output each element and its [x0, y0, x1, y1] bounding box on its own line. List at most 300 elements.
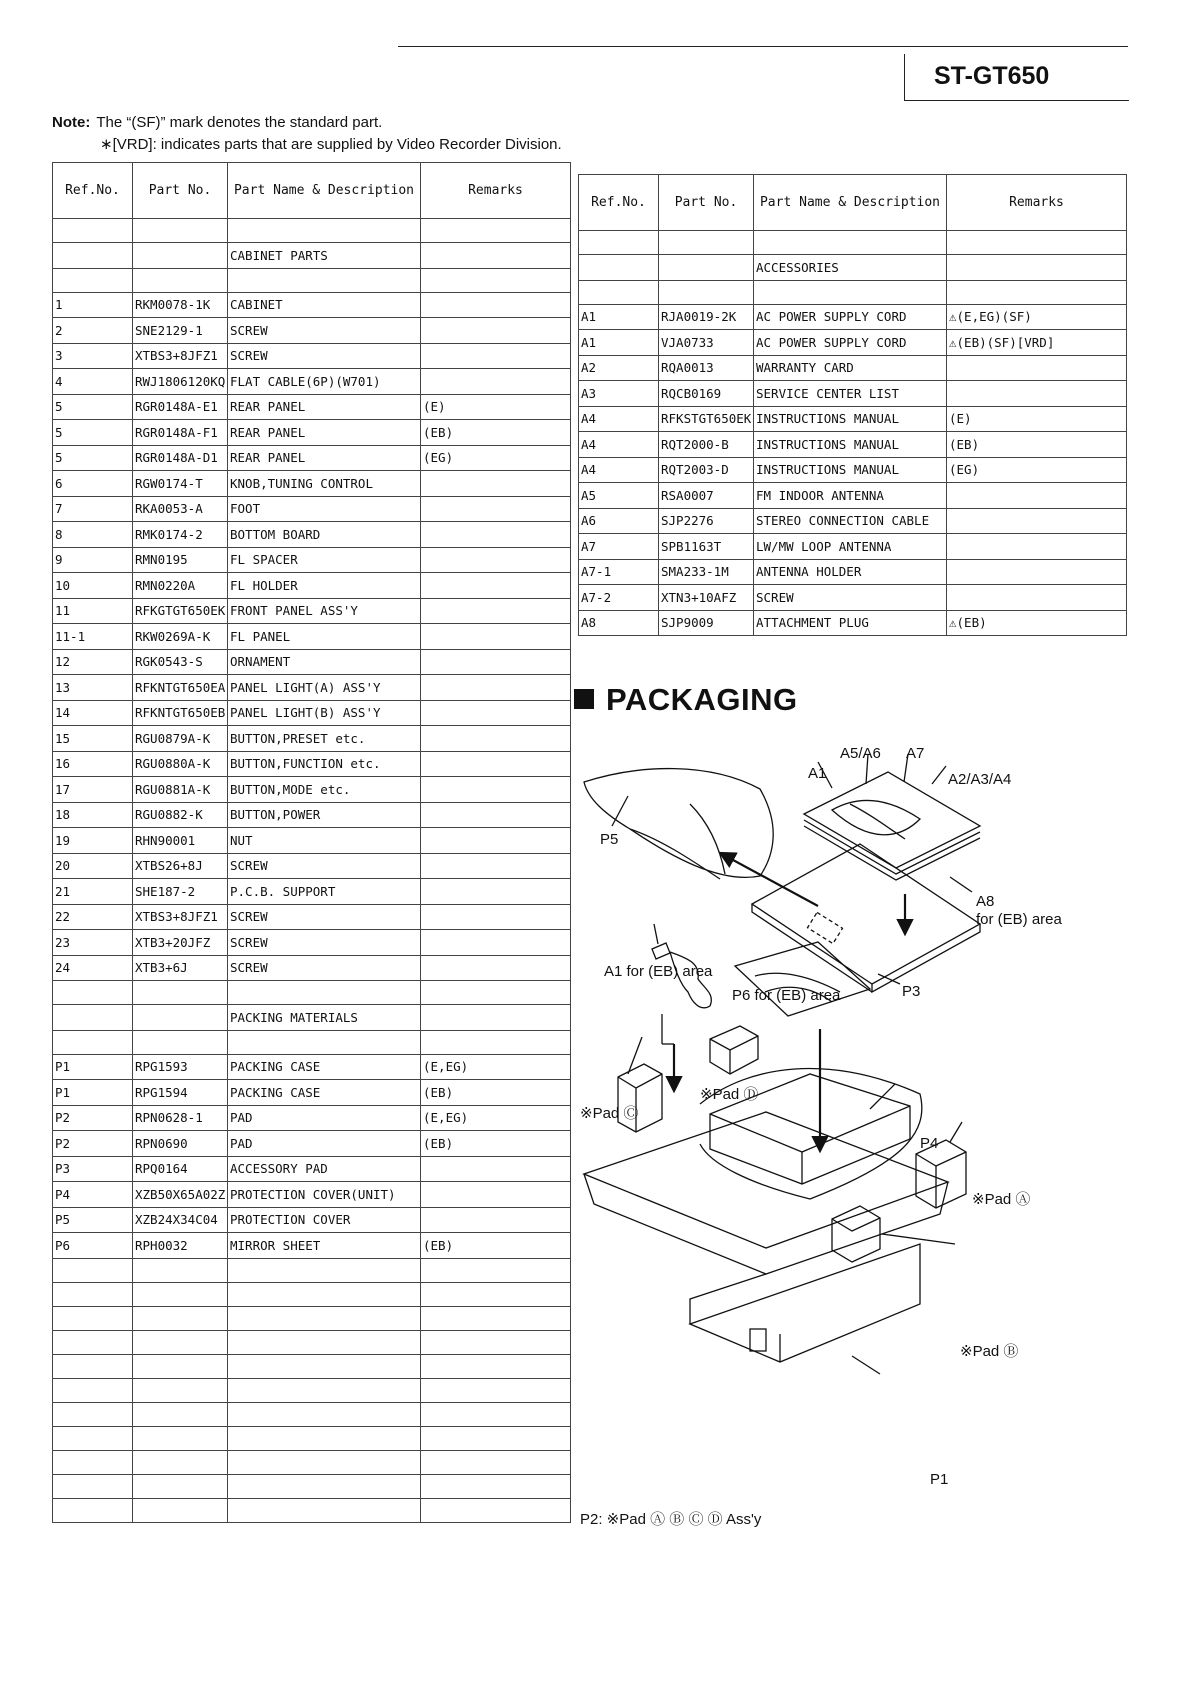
- section-title-row: [53, 243, 571, 269]
- part-description: PACKING CASE: [228, 1054, 421, 1080]
- empty-cell: [228, 1030, 421, 1054]
- part-no: XZB50X65A02Z: [133, 1182, 228, 1208]
- empty-cell: [53, 268, 133, 292]
- ref-no: 16: [53, 751, 133, 777]
- part-no: XTB3+20JFZ: [133, 930, 228, 956]
- remarks: [421, 318, 571, 344]
- part-no: RKM0078-1K: [133, 292, 228, 318]
- ref-no: 10: [53, 573, 133, 599]
- table-row: [579, 585, 1127, 611]
- part-description: ANTENNA HOLDER: [754, 559, 947, 585]
- remarks: [421, 726, 571, 752]
- remarks: [947, 585, 1127, 611]
- part-description: ATTACHMENT PLUG: [754, 610, 947, 636]
- remarks: [421, 802, 571, 828]
- part-no: RJA0019-2K: [659, 304, 754, 330]
- part-no: SPB1163T: [659, 534, 754, 560]
- table-row: [579, 381, 1127, 407]
- ref-no: A4: [579, 457, 659, 483]
- empty-cell: [133, 1258, 228, 1282]
- ref-no: 11: [53, 598, 133, 624]
- empty-cell: [133, 1450, 228, 1474]
- part-description: BOTTOM BOARD: [228, 522, 421, 548]
- table-row: [53, 675, 571, 701]
- part-description: PANEL LIGHT(B) ASS'Y: [228, 700, 421, 726]
- label-pad-d: ※Pad Ⓓ: [700, 1086, 759, 1103]
- part-no: RFKNTGT650EB: [133, 700, 228, 726]
- empty-cell: [53, 1258, 133, 1282]
- section-title: ACCESSORIES: [754, 255, 947, 281]
- remarks: (E,EG): [421, 1054, 571, 1080]
- col-ref-header: Ref.No.: [579, 175, 659, 231]
- table-row: [53, 726, 571, 752]
- empty-cell: [421, 1402, 571, 1426]
- ref-no: 5: [53, 394, 133, 420]
- table-row: [53, 1105, 571, 1131]
- empty-cell: [228, 1474, 421, 1498]
- ref-no: A7-1: [579, 559, 659, 585]
- ref-no: 9: [53, 547, 133, 573]
- mirror-sheet-p6: [735, 942, 870, 1016]
- part-description: KNOB,TUNING CONTROL: [228, 471, 421, 497]
- part-description: SCREW: [228, 904, 421, 930]
- table-row: [53, 471, 571, 497]
- remarks: ⚠(E,EG)(SF): [947, 304, 1127, 330]
- table-row: [53, 624, 571, 650]
- remarks: [947, 508, 1127, 534]
- empty-cell: [421, 1282, 571, 1306]
- remarks: (EG): [947, 457, 1127, 483]
- remarks: ⚠(EB): [947, 610, 1127, 636]
- part-description: FM INDOOR ANTENNA: [754, 483, 947, 509]
- part-no: SNE2129-1: [133, 318, 228, 344]
- part-no: RKA0053-A: [133, 496, 228, 522]
- table-row: [53, 879, 571, 905]
- part-no: RSA0007: [659, 483, 754, 509]
- table-row: [53, 930, 571, 956]
- part-no: RQA0013: [659, 355, 754, 381]
- part-no: RPG1594: [133, 1080, 228, 1106]
- ref-no: 20: [53, 853, 133, 879]
- part-description: PAD: [228, 1105, 421, 1131]
- section-title: PACKING MATERIALS: [228, 1005, 421, 1031]
- table-row: [53, 802, 571, 828]
- cabinet-parts-table: [52, 162, 571, 1523]
- part-description: PACKING CASE: [228, 1080, 421, 1106]
- part-description: REAR PANEL: [228, 420, 421, 446]
- part-description: FL HOLDER: [228, 573, 421, 599]
- part-no: XZB24X34C04: [133, 1207, 228, 1233]
- table-row: [53, 904, 571, 930]
- label-p5: P5: [600, 831, 619, 848]
- packing-case-p1: [584, 1112, 948, 1248]
- empty-row: [53, 1306, 571, 1330]
- empty-cell: [228, 1258, 421, 1282]
- table-row: [53, 318, 571, 344]
- table-row: [53, 343, 571, 369]
- empty-row: [579, 280, 1127, 304]
- empty-cell: [421, 1330, 571, 1354]
- part-no: SHE187-2: [133, 879, 228, 905]
- table-row: [53, 1054, 571, 1080]
- table-row: [579, 330, 1127, 356]
- part-no: XTBS3+8JFZ1: [133, 904, 228, 930]
- part-no: RFKNTGT650EA: [133, 675, 228, 701]
- empty-cell: [421, 1450, 571, 1474]
- empty-cell: [53, 1474, 133, 1498]
- col-remarks-header: Remarks: [421, 163, 571, 219]
- part-description: NUT: [228, 828, 421, 854]
- empty-cell: [133, 1306, 228, 1330]
- part-description: BUTTON,PRESET etc.: [228, 726, 421, 752]
- empty-cell: [579, 231, 659, 255]
- part-no: RGW0174-T: [133, 471, 228, 497]
- ref-no: A1: [579, 330, 659, 356]
- empty-cell: [53, 1426, 133, 1450]
- empty-cell: [53, 243, 133, 269]
- empty-cell: [421, 1030, 571, 1054]
- ref-no: 15: [53, 726, 133, 752]
- p2-note: P2: ※Pad Ⓐ Ⓑ Ⓒ Ⓓ Ass'y: [580, 1511, 762, 1528]
- ref-no: A7-2: [579, 585, 659, 611]
- part-description: SCREW: [228, 853, 421, 879]
- part-description: PROTECTION COVER: [228, 1207, 421, 1233]
- part-description: AC POWER SUPPLY CORD: [754, 304, 947, 330]
- part-description: LW/MW LOOP ANTENNA: [754, 534, 947, 560]
- remarks: [421, 930, 571, 956]
- note-line-2: ∗[VRD]: indicates parts that are supplied by Video Recorder Division.: [100, 136, 562, 153]
- empty-cell: [53, 1005, 133, 1031]
- note-line-1: Note: The “(SF)” mark denotes the standard part.: [52, 114, 383, 131]
- remarks: [947, 559, 1127, 585]
- part-no: RHN90001: [133, 828, 228, 854]
- table-row: [579, 534, 1127, 560]
- ref-no: P1: [53, 1080, 133, 1106]
- label-a7: A7: [906, 745, 925, 762]
- table-row: [53, 1182, 571, 1208]
- empty-cell: [659, 255, 754, 281]
- table-row: [53, 751, 571, 777]
- part-description: INSTRUCTIONS MANUAL: [754, 432, 947, 458]
- part-description: INSTRUCTIONS MANUAL: [754, 457, 947, 483]
- ref-no: 11-1: [53, 624, 133, 650]
- empty-row: [53, 1426, 571, 1450]
- packaging-diagram: [570, 744, 1130, 1494]
- empty-cell: [228, 981, 421, 1005]
- empty-cell: [228, 1354, 421, 1378]
- empty-row: [53, 1330, 571, 1354]
- empty-row: [53, 1402, 571, 1426]
- col-ref-header: Ref.No.: [53, 163, 133, 219]
- empty-cell: [421, 1258, 571, 1282]
- part-no: XTB3+6J: [133, 955, 228, 981]
- empty-cell: [53, 1306, 133, 1330]
- empty-row: [53, 1258, 571, 1282]
- table-row: [53, 522, 571, 548]
- section-title-row: [53, 1005, 571, 1031]
- table-row: [53, 445, 571, 471]
- empty-cell: [947, 280, 1127, 304]
- empty-cell: [53, 1402, 133, 1426]
- ref-no: 6: [53, 471, 133, 497]
- part-description: SCREW: [228, 343, 421, 369]
- part-no: RGU0882-K: [133, 802, 228, 828]
- ref-no: A8: [579, 610, 659, 636]
- remarks: [421, 1207, 571, 1233]
- empty-row: [53, 1354, 571, 1378]
- part-description: MIRROR SHEET: [228, 1233, 421, 1259]
- remarks: [421, 522, 571, 548]
- part-no: RQCB0169: [659, 381, 754, 407]
- part-no: RGK0543-S: [133, 649, 228, 675]
- pad-b: [832, 1206, 880, 1262]
- table-row: [53, 573, 571, 599]
- square-bullet-icon: [574, 689, 594, 709]
- ref-no: A3: [579, 381, 659, 407]
- part-description: SERVICE CENTER LIST: [754, 381, 947, 407]
- remarks: [421, 369, 571, 395]
- remarks: [421, 1182, 571, 1208]
- empty-cell: [421, 1426, 571, 1450]
- empty-cell: [947, 231, 1127, 255]
- label-p1: P1: [930, 1471, 949, 1488]
- empty-row: [53, 1030, 571, 1054]
- remarks: [421, 853, 571, 879]
- empty-cell: [228, 1402, 421, 1426]
- part-no: RQT2003-D: [659, 457, 754, 483]
- empty-cell: [133, 1498, 228, 1522]
- part-description: ACCESSORY PAD: [228, 1156, 421, 1182]
- part-description: FL PANEL: [228, 624, 421, 650]
- remarks: (EB): [421, 1233, 571, 1259]
- label-a2a3a4: A2/A3/A4: [948, 771, 1012, 788]
- note-label: Note:: [52, 114, 91, 131]
- ref-no: P2: [53, 1105, 133, 1131]
- ref-no: 3: [53, 343, 133, 369]
- ref-no: A4: [579, 432, 659, 458]
- part-description: FL SPACER: [228, 547, 421, 573]
- table-row: [53, 853, 571, 879]
- accessories-table: [578, 174, 1127, 636]
- part-description: PROTECTION COVER(UNIT): [228, 1182, 421, 1208]
- empty-cell: [53, 1450, 133, 1474]
- table-row: [53, 777, 571, 803]
- empty-cell: [133, 1030, 228, 1054]
- pad-d: [710, 1026, 758, 1074]
- empty-cell: [421, 1354, 571, 1378]
- table-row: [579, 559, 1127, 585]
- part-no: RMK0174-2: [133, 522, 228, 548]
- model-number: ST-GT650: [934, 62, 1050, 90]
- table-row: [53, 649, 571, 675]
- part-no: RKW0269A-K: [133, 624, 228, 650]
- ref-no: 21: [53, 879, 133, 905]
- part-no: RPQ0164: [133, 1156, 228, 1182]
- empty-cell: [421, 1474, 571, 1498]
- part-description: CABINET: [228, 292, 421, 318]
- empty-cell: [53, 1330, 133, 1354]
- remarks: (EB): [421, 1131, 571, 1157]
- empty-cell: [53, 981, 133, 1005]
- remarks: [421, 573, 571, 599]
- col-desc-header: Part Name & Description: [228, 163, 421, 219]
- label-a5a6: A5/A6: [840, 745, 881, 762]
- part-description: SCREW: [228, 955, 421, 981]
- accessory-pad-p3: [752, 844, 980, 984]
- empty-cell: [228, 1330, 421, 1354]
- ref-no: 17: [53, 777, 133, 803]
- ref-no: 14: [53, 700, 133, 726]
- empty-cell: [133, 1426, 228, 1450]
- ref-no: A5: [579, 483, 659, 509]
- remarks: (EB): [421, 1080, 571, 1106]
- remarks: [421, 292, 571, 318]
- part-no: RPN0690: [133, 1131, 228, 1157]
- empty-cell: [133, 268, 228, 292]
- part-description: FRONT PANEL ASS'Y: [228, 598, 421, 624]
- table-row: [53, 1131, 571, 1157]
- empty-cell: [133, 243, 228, 269]
- empty-row: [53, 1474, 571, 1498]
- table-row: [579, 457, 1127, 483]
- ref-no: A6: [579, 508, 659, 534]
- empty-row: [53, 981, 571, 1005]
- col-part-header: Part No.: [133, 163, 228, 219]
- empty-cell: [659, 231, 754, 255]
- empty-cell: [53, 219, 133, 243]
- table-row: [53, 369, 571, 395]
- empty-cell: [133, 1005, 228, 1031]
- ref-no: 19: [53, 828, 133, 854]
- ref-no: P1: [53, 1054, 133, 1080]
- remarks: [421, 777, 571, 803]
- part-no: SJP9009: [659, 610, 754, 636]
- remarks: [421, 649, 571, 675]
- table-row: [579, 610, 1127, 636]
- table-header-row: [53, 163, 571, 219]
- ref-no: P2: [53, 1131, 133, 1157]
- empty-cell: [421, 219, 571, 243]
- part-no: RFKGTGT650EK: [133, 598, 228, 624]
- ref-no: 23: [53, 930, 133, 956]
- remarks: (E): [947, 406, 1127, 432]
- table-row: [579, 304, 1127, 330]
- part-description: FOOT: [228, 496, 421, 522]
- empty-cell: [133, 1354, 228, 1378]
- protection-bag-p5: [584, 769, 773, 878]
- part-description: INSTRUCTIONS MANUAL: [754, 406, 947, 432]
- remarks: [421, 955, 571, 981]
- remarks: [421, 598, 571, 624]
- empty-cell: [421, 243, 571, 269]
- note-block: [52, 112, 562, 156]
- power-cord-a1: [652, 943, 670, 959]
- ref-no: 22: [53, 904, 133, 930]
- ref-no: A7: [579, 534, 659, 560]
- part-no: RQT2000-B: [659, 432, 754, 458]
- table-row: [53, 1207, 571, 1233]
- label-pad-a: ※Pad Ⓐ: [972, 1191, 1031, 1208]
- empty-cell: [754, 280, 947, 304]
- part-no: SJP2276: [659, 508, 754, 534]
- part-no: RGU0880A-K: [133, 751, 228, 777]
- empty-cell: [421, 1005, 571, 1031]
- ref-no: P6: [53, 1233, 133, 1259]
- table-row: [579, 508, 1127, 534]
- table-row: [53, 1233, 571, 1259]
- part-description: STEREO CONNECTION CABLE: [754, 508, 947, 534]
- part-no: XTBS3+8JFZ1: [133, 343, 228, 369]
- table-row: [579, 483, 1127, 509]
- remarks: (EG): [421, 445, 571, 471]
- label-pad-c: ※Pad Ⓒ: [580, 1105, 639, 1122]
- header-rule: [398, 46, 1128, 47]
- col-remarks-header: Remarks: [947, 175, 1127, 231]
- packaging-heading: PACKAGING: [574, 682, 798, 718]
- table-header-row: [579, 175, 1127, 231]
- part-description: PAD: [228, 1131, 421, 1157]
- table-row: [53, 547, 571, 573]
- remarks: [947, 483, 1127, 509]
- part-description: REAR PANEL: [228, 445, 421, 471]
- table-row: [53, 292, 571, 318]
- label-a8-area: for (EB) area: [976, 911, 1062, 928]
- ref-no: 5: [53, 420, 133, 446]
- table-row: [53, 598, 571, 624]
- empty-cell: [579, 280, 659, 304]
- empty-cell: [228, 1378, 421, 1402]
- ref-no: 12: [53, 649, 133, 675]
- part-no: RGR0148A-D1: [133, 445, 228, 471]
- remarks: [947, 355, 1127, 381]
- empty-row: [53, 1282, 571, 1306]
- remarks: [421, 751, 571, 777]
- empty-cell: [228, 219, 421, 243]
- part-no: VJA0733: [659, 330, 754, 356]
- empty-cell: [421, 981, 571, 1005]
- table-row: [53, 394, 571, 420]
- empty-cell: [579, 255, 659, 281]
- part-description: BUTTON,MODE etc.: [228, 777, 421, 803]
- empty-cell: [228, 1498, 421, 1522]
- remarks: [947, 534, 1127, 560]
- remarks: [421, 828, 571, 854]
- ref-no: 1: [53, 292, 133, 318]
- ref-no: 2: [53, 318, 133, 344]
- part-no: RFKSTGT650EK: [659, 406, 754, 432]
- label-p6-eb: P6 for (EB) area: [732, 987, 841, 1004]
- remarks: [947, 381, 1127, 407]
- part-description: WARRANTY CARD: [754, 355, 947, 381]
- empty-cell: [228, 1450, 421, 1474]
- empty-cell: [421, 1498, 571, 1522]
- label-p3: P3: [902, 983, 921, 1000]
- table-row: [53, 1080, 571, 1106]
- empty-row: [579, 231, 1127, 255]
- ref-no: A1: [579, 304, 659, 330]
- empty-row: [53, 1378, 571, 1402]
- table-row: [579, 432, 1127, 458]
- ref-no: 4: [53, 369, 133, 395]
- table-row: [579, 355, 1127, 381]
- empty-cell: [53, 1030, 133, 1054]
- ref-no: P4: [53, 1182, 133, 1208]
- remarks: [421, 904, 571, 930]
- empty-cell: [133, 219, 228, 243]
- part-description: PANEL LIGHT(A) ASS'Y: [228, 675, 421, 701]
- part-description: FLAT CABLE(6P)(W701): [228, 369, 421, 395]
- empty-cell: [53, 1378, 133, 1402]
